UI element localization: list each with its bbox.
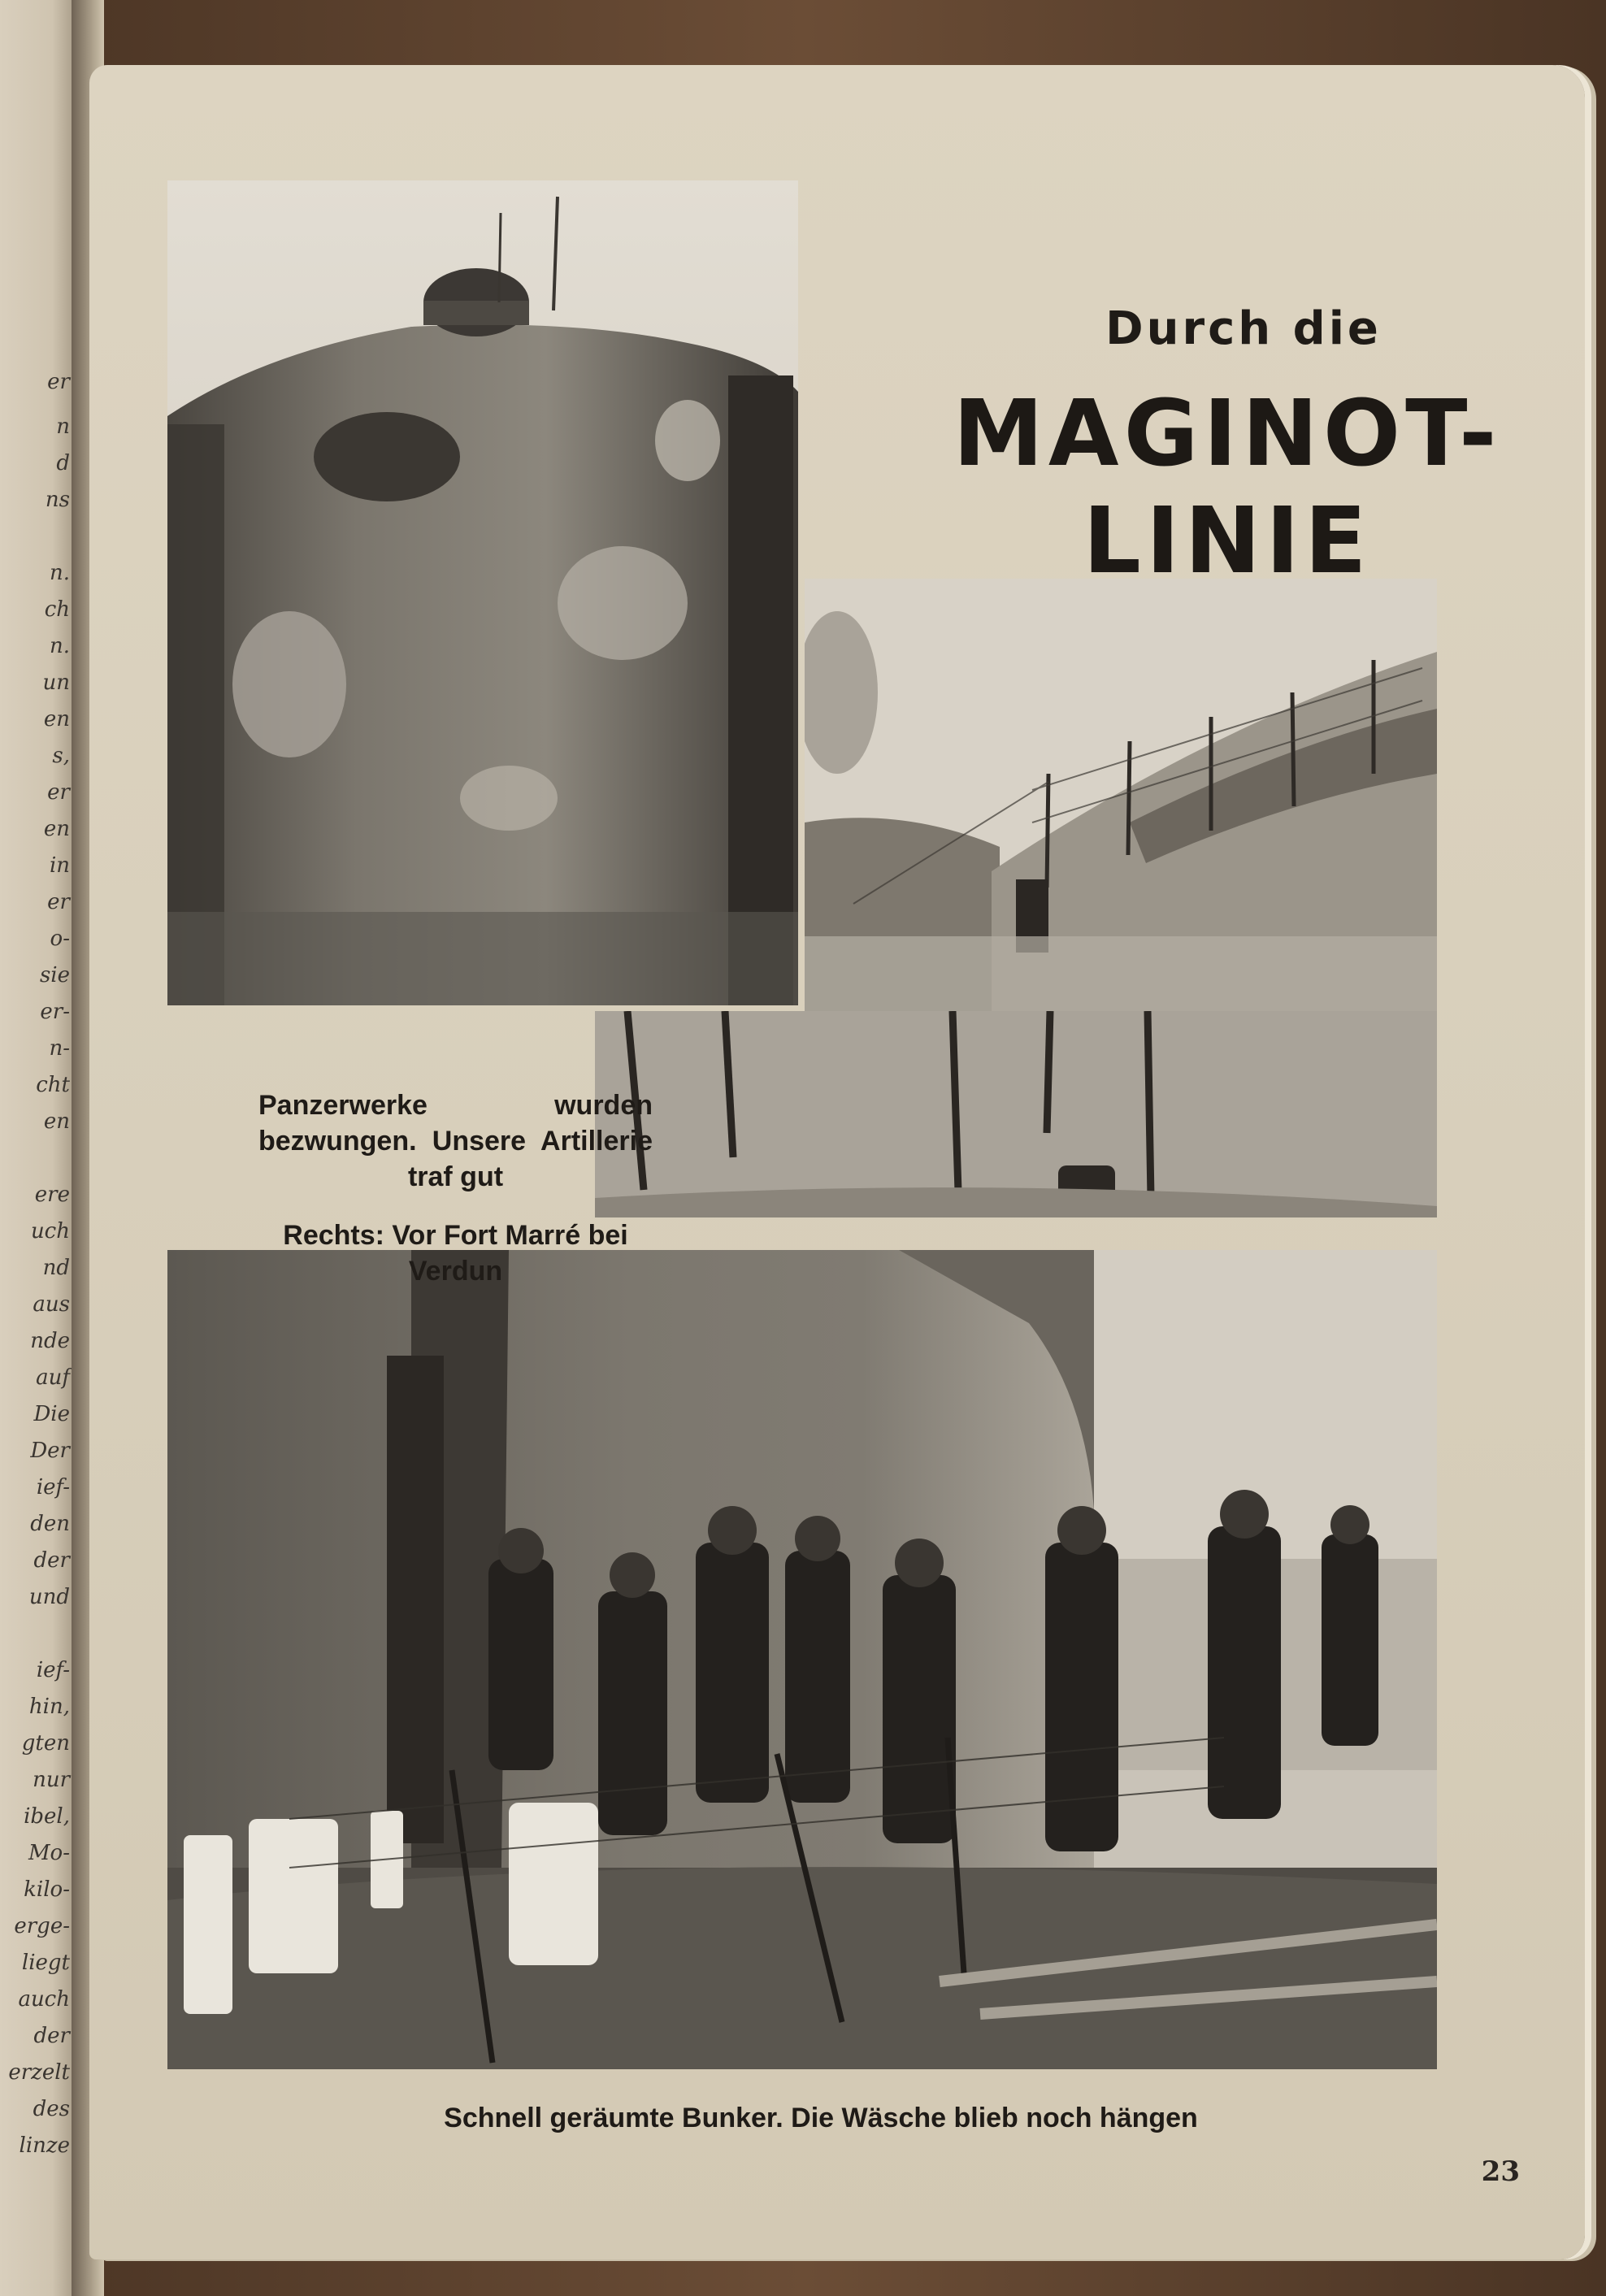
title-line-3: LINIE <box>1083 488 1372 594</box>
caption-panzerwerke: Panzerwerke wurden bezwungen. Unsere Artillerie traf gut <box>258 1090 653 1192</box>
left-page-text-fragment: en <box>43 1109 70 1134</box>
left-page-edge <box>0 0 75 2296</box>
left-page-text-fragment: er <box>47 370 70 394</box>
left-page-text-fragment: en <box>43 707 70 731</box>
left-page-text-fragment: erge- <box>14 1914 70 1938</box>
left-page-text-fragment: n. <box>49 634 70 658</box>
left-page-text-fragment: gten <box>21 1731 70 1756</box>
left-page-text-fragment: nur <box>33 1768 70 1792</box>
left-page-text-fragment: n <box>56 414 70 439</box>
left-page-text-fragment: Mo- <box>28 1841 70 1865</box>
left-page-text-fragment: ns <box>45 488 70 512</box>
title-maginot <box>935 380 1520 595</box>
left-page-text-fragment: er <box>47 890 70 914</box>
left-page-text-fragment: aus <box>33 1292 70 1317</box>
left-page-text-fragment: und <box>28 1585 70 1609</box>
left-page-text-fragment: uch <box>30 1219 70 1243</box>
left-page-text-fragment: erzelt <box>8 2060 70 2085</box>
left-page-text-fragment: ch <box>44 597 70 622</box>
left-page-text-fragment: o- <box>50 927 70 951</box>
left-page-text-fragment: en <box>43 817 70 841</box>
left-page-text-fragment: sie <box>39 963 70 987</box>
left-page-text-fragment: nd <box>42 1256 70 1280</box>
left-page-text-fragment: er- <box>40 1000 70 1024</box>
left-page-text-fragment: er <box>47 780 70 805</box>
left-page-text-fragment: der <box>33 2024 70 2048</box>
left-page-text-fragment: in <box>49 853 70 878</box>
photo-bunker-turret <box>167 180 798 1005</box>
left-page-text-fragment: Der <box>30 1439 70 1463</box>
left-page-text-fragment: der <box>33 1548 70 1573</box>
bunker-turret-image <box>167 180 798 1005</box>
left-page-text-fragment: ief- <box>36 1475 70 1500</box>
left-page-text-fragment: cht <box>36 1073 70 1097</box>
cleared-bunker-image <box>167 1250 1437 2069</box>
caption-bunker: Schnell geräumte Bunker. Die Wäsche blieb noch hängen <box>444 2103 1198 2133</box>
left-page-text-fragment: s, <box>52 744 70 768</box>
left-page-text-fragment: den <box>30 1512 70 1536</box>
left-page-text-fragment: liegt <box>21 1951 70 1975</box>
caption-fort-marre: Rechts: Vor Fort Marré bei Verdun <box>283 1220 628 1287</box>
left-page-text-fragment: linze <box>19 2133 70 2158</box>
photo-cleared-bunker <box>167 1250 1437 2069</box>
left-page-text-fragment: un <box>42 671 70 695</box>
fort-marre-image <box>805 579 1437 1011</box>
left-page-text-fragment: Die <box>33 1402 70 1426</box>
left-page-text-fragment: nde <box>30 1329 70 1353</box>
left-page-text-fragment: auch <box>18 1987 70 2012</box>
left-page-text-fragment: ief- <box>36 1658 70 1682</box>
left-page-text-fragment: kilo- <box>24 1877 70 1902</box>
fort-marre-foreground-image <box>595 1011 1437 1217</box>
photo-fort-marre <box>805 579 1437 1011</box>
magazine-page <box>89 65 1585 2259</box>
left-page-text-fragment: d <box>56 451 70 475</box>
photo-fort-marre-foreground <box>595 1011 1437 1217</box>
left-page-text-fragment: hin, <box>28 1695 70 1719</box>
page-number: 23 <box>1481 2155 1520 2188</box>
left-page-text-fragment: auf <box>36 1365 70 1390</box>
left-page-text-fragment: n. <box>49 561 70 585</box>
title-line-2: MAGINOT- <box>953 381 1502 487</box>
left-page-text-fragment: des <box>33 2097 70 2121</box>
left-page-text-fragment: ibel, <box>24 1804 70 1829</box>
title-line-1: Durch die <box>1105 302 1382 355</box>
left-page-text-fragment: n- <box>49 1036 70 1061</box>
left-page-text-fragment: ere <box>34 1183 70 1207</box>
